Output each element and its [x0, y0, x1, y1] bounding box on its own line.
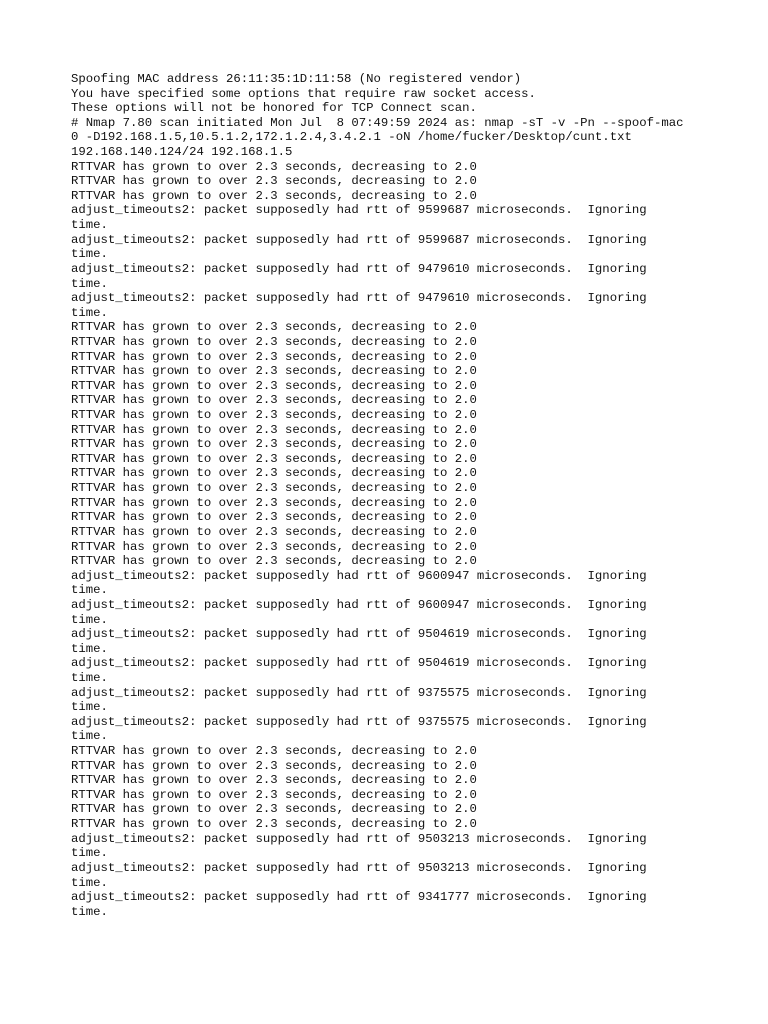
text-line: Spoofing MAC address 26:11:35:1D:11:58 (No registered vendor) [71, 72, 522, 86]
text-line: time. [71, 846, 108, 861]
text-line: time. [71, 612, 108, 627]
text-line: RTTVAR has grown to over 2.3 seconds, decreasing to 2.0 [71, 744, 477, 759]
text-line: 0 -D192.168.1.5,10.5.1.2,172.1.2.4,3.4.2.1 -oN /home/fucker/Desktop/cunt.txt [71, 130, 632, 145]
text-line: RTTVAR has grown to over 2.3 seconds, decreasing to 2.0 [71, 524, 477, 539]
text-line: You have specified some options that require raw socket access. [71, 86, 536, 101]
text-line: RTTVAR has grown to over 2.3 seconds, decreasing to 2.0 [71, 539, 477, 554]
text-line: # Nmap 7.80 scan initiated Mon Jul 8 07:49:59 2024 as: nmap -sT -v -Pn --spoof-mac [71, 115, 684, 130]
text-line: time. [71, 904, 108, 919]
text-line: adjust_timeouts2: packet supposedly had rtt of 9599687 microseconds. Ignoring [71, 203, 647, 218]
text-line: adjust_timeouts2: packet supposedly had rtt of 9341777 microseconds. Ignoring [71, 890, 647, 905]
text-line: RTTVAR has grown to over 2.3 seconds, decreasing to 2.0 [71, 349, 477, 364]
text-line: RTTVAR has grown to over 2.3 seconds, decreasing to 2.0 [71, 378, 477, 393]
text-line: time. [71, 670, 108, 685]
text-line: adjust_timeouts2: packet supposedly had rtt of 9599687 microseconds. Ignoring [71, 232, 647, 247]
text-line: time. [71, 700, 108, 715]
text-line: RTTVAR has grown to over 2.3 seconds, decreasing to 2.0 [71, 174, 477, 189]
text-line: RTTVAR has grown to over 2.3 seconds, decreasing to 2.0 [71, 758, 477, 773]
text-line: RTTVAR has grown to over 2.3 seconds, decreasing to 2.0 [71, 334, 477, 349]
text-line: RTTVAR has grown to over 2.3 seconds, decreasing to 2.0 [71, 817, 477, 832]
text-line: RTTVAR has grown to over 2.3 seconds, decreasing to 2.0 [71, 773, 477, 788]
text-line: RTTVAR has grown to over 2.3 seconds, decreasing to 2.0 [71, 802, 477, 817]
text-line: RTTVAR has grown to over 2.3 seconds, decreasing to 2.0 [71, 787, 477, 802]
text-line: RTTVAR has grown to over 2.3 seconds, decreasing to 2.0 [71, 466, 477, 481]
text-line: RTTVAR has grown to over 2.3 seconds, decreasing to 2.0 [71, 481, 477, 496]
text-line: RTTVAR has grown to over 2.3 seconds, decreasing to 2.0 [71, 510, 477, 525]
text-line: time. [71, 218, 108, 233]
text-line: RTTVAR has grown to over 2.3 seconds, decreasing to 2.0 [71, 422, 477, 437]
text-line: RTTVAR has grown to over 2.3 seconds, decreasing to 2.0 [71, 188, 477, 203]
text-line: adjust_timeouts2: packet supposedly had rtt of 9504619 microseconds. Ignoring [71, 627, 647, 642]
text-line: 192.168.140.124/24 192.168.1.5 [71, 145, 293, 160]
text-line: adjust_timeouts2: packet supposedly had rtt of 9479610 microseconds. Ignoring [71, 261, 647, 276]
text-line: adjust_timeouts2: packet supposedly had rtt of 9375575 microseconds. Ignoring [71, 714, 647, 729]
text-line: adjust_timeouts2: packet supposedly had rtt of 9600947 microseconds. Ignoring [71, 597, 647, 612]
text-line: RTTVAR has grown to over 2.3 seconds, decreasing to 2.0 [71, 320, 477, 335]
text-line: time. [71, 276, 108, 291]
text-line: RTTVAR has grown to over 2.3 seconds, decreasing to 2.0 [71, 393, 477, 408]
text-line: time. [71, 247, 108, 262]
text-line: RTTVAR has grown to over 2.3 seconds, decreasing to 2.0 [71, 437, 477, 452]
text-line: RTTVAR has grown to over 2.3 seconds, decreasing to 2.0 [71, 364, 477, 379]
text-line: time. [71, 729, 108, 744]
text-line: RTTVAR has grown to over 2.3 seconds, decreasing to 2.0 [71, 451, 477, 466]
text-line: adjust_timeouts2: packet supposedly had rtt of 9479610 microseconds. Ignoring [71, 291, 647, 306]
text-line: RTTVAR has grown to over 2.3 seconds, decreasing to 2.0 [71, 495, 477, 510]
text-line: adjust_timeouts2: packet supposedly had rtt of 9503213 microseconds. Ignoring [71, 860, 647, 875]
text-line: RTTVAR has grown to over 2.3 seconds, decreasing to 2.0 [71, 159, 477, 174]
text-line: time. [71, 305, 108, 320]
text-line: time. [71, 641, 108, 656]
document-body [71, 72, 751, 919]
text-line: adjust_timeouts2: packet supposedly had rtt of 9600947 microseconds. Ignoring [71, 568, 647, 583]
text-line: RTTVAR has grown to over 2.3 seconds, decreasing to 2.0 [71, 408, 477, 423]
text-line: adjust_timeouts2: packet supposedly had rtt of 9504619 microseconds. Ignoring [71, 656, 647, 671]
text-line: adjust_timeouts2: packet supposedly had rtt of 9503213 microseconds. Ignoring [71, 831, 647, 846]
text-line: time. [71, 875, 108, 890]
text-line: adjust_timeouts2: packet supposedly had rtt of 9375575 microseconds. Ignoring [71, 685, 647, 700]
text-line: These options will not be honored for TCP Connect scan. [71, 101, 477, 116]
text-line: time. [71, 583, 108, 598]
text-line: RTTVAR has grown to over 2.3 seconds, decreasing to 2.0 [71, 554, 477, 569]
